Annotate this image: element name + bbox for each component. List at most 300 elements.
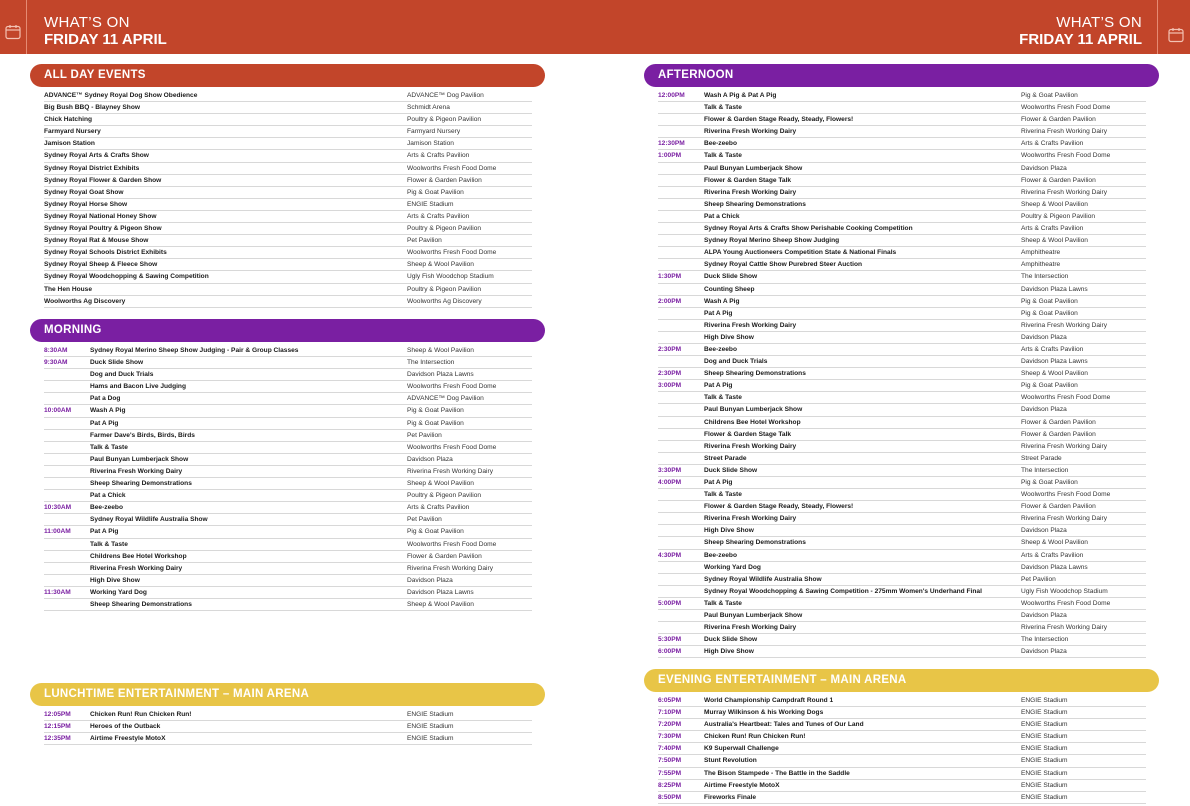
event-venue: The Intersection <box>1021 273 1069 281</box>
event-name: Sheep Shearing Demonstrations <box>90 600 192 608</box>
event-venue: Woolworths Ag Discovery <box>407 297 482 305</box>
event-name: Riverina Fresh Working Dairy <box>90 564 183 572</box>
event-name: Bee-zeebo <box>704 140 737 148</box>
schedule-row <box>44 418 532 430</box>
section-title: AFTERNOON <box>644 64 1159 87</box>
event-time: 2:00PM <box>658 297 682 305</box>
event-name: Paul Bunyan Lumberjack Show <box>704 406 803 414</box>
event-venue: Riverina Fresh Working Dairy <box>1021 321 1107 329</box>
event-name: Sydney Royal Flower & Garden Show <box>44 176 162 184</box>
header-left-divider <box>26 0 27 54</box>
event-venue: Poultry & Pigeon Pavilion <box>407 225 482 233</box>
event-name: Sheep Shearing Demonstrations <box>704 539 806 547</box>
schedule-row <box>44 454 532 466</box>
event-venue: Woolworths Fresh Food Dome <box>407 383 497 391</box>
event-time: 8:30AM <box>44 347 68 354</box>
event-time: 8:25PM <box>658 781 682 789</box>
event-venue: Pig & Goat Pavilion <box>407 419 464 427</box>
event-venue: Woolworths Fresh Food Dome <box>407 443 497 451</box>
event-name: Bee-zeebo <box>704 551 737 559</box>
event-venue: Woolworths Fresh Food Dome <box>1021 152 1111 160</box>
event-venue: ENGIE Stadium <box>1021 697 1068 704</box>
schedule-row <box>44 466 532 478</box>
event-name: Paul Bunyan Lumberjack Show <box>704 612 803 620</box>
schedule-row <box>44 223 532 235</box>
schedule-row <box>44 114 532 126</box>
event-name: Sheep Shearing Demonstrations <box>704 200 806 208</box>
schedule-row <box>44 442 532 454</box>
schedule-row <box>658 780 1146 792</box>
event-name: Woolworths Ag Discovery <box>44 297 126 305</box>
event-name: Sydney Royal Arts & Crafts Show <box>44 152 149 160</box>
event-venue: Sheep & Wool Pavilion <box>407 600 474 608</box>
event-name: Pat A Pig <box>704 382 733 390</box>
event-venue: Davidson Plaza Lawns <box>1021 563 1088 571</box>
event-name: Pat a Dog <box>90 395 121 403</box>
event-name: Big Bush BBQ - Blayney Show <box>44 104 140 112</box>
schedule-row <box>658 163 1146 175</box>
event-name: Sydney Royal Wildlife Australia Show <box>704 575 822 583</box>
event-venue: Sheep & Wool Pavilion <box>407 480 474 488</box>
schedule-row <box>658 114 1146 126</box>
event-name: Sheep Shearing Demonstrations <box>704 370 806 378</box>
event-time: 10:30AM <box>44 504 72 512</box>
event-name: Farmer Dave's Birds, Birds, Birds <box>90 431 195 439</box>
schedule-row <box>658 465 1146 477</box>
header-date: FRIDAY 11 APRIL <box>1019 31 1142 48</box>
schedule-row <box>44 163 532 175</box>
schedule-row <box>658 695 1146 707</box>
schedule-row <box>44 187 532 199</box>
schedule-row <box>44 526 532 538</box>
schedule-row <box>658 586 1146 598</box>
event-venue: Riverina Fresh Working Dairy <box>1021 515 1107 523</box>
event-name: Riverina Fresh Working Dairy <box>704 442 797 450</box>
event-venue: Flower & Garden Pavilion <box>1021 503 1096 511</box>
schedule-row <box>44 551 532 563</box>
event-name: Childrens Bee Hotel Workshop <box>90 552 187 560</box>
event-name: The Bison Stampede - The Battle in the Saddle <box>704 769 850 777</box>
schedule-row <box>658 574 1146 586</box>
event-venue: Arts & Crafts Pavilion <box>1021 140 1084 148</box>
event-name: Talk & Taste <box>704 152 742 160</box>
schedule-row <box>44 211 532 223</box>
schedule-row <box>658 102 1146 114</box>
event-venue: Arts & Crafts Pavilion <box>1021 551 1084 559</box>
event-venue: Flower & Garden Pavilion <box>1021 176 1096 184</box>
schedule-row <box>44 478 532 490</box>
event-venue: Pig & Goat Pavilion <box>1021 309 1078 317</box>
event-venue: Arts & Crafts Pavilion <box>1021 345 1084 353</box>
event-name: Wash A Pig <box>704 297 740 305</box>
schedule-row <box>44 393 532 405</box>
event-name: Talk & Taste <box>704 104 742 112</box>
event-name: Sydney Royal Woodchopping & Sawing Competition <box>44 273 209 281</box>
event-venue: ENGIE Stadium <box>1021 781 1068 789</box>
event-venue: ENGIE Stadium <box>1021 757 1068 765</box>
schedule-row <box>658 187 1146 199</box>
event-name: Chick Hatching <box>44 116 92 124</box>
schedule-row <box>658 646 1146 658</box>
event-time: 4:00PM <box>658 479 682 486</box>
header-left-title <box>44 14 167 48</box>
event-venue: Davidson Plaza <box>1021 406 1067 414</box>
event-venue: Woolworths Fresh Food Dome <box>407 249 497 257</box>
event-venue: Arts & Crafts Pavilion <box>407 152 470 160</box>
event-time: 3:00PM <box>658 382 682 390</box>
event-venue: Pig & Goat Pavilion <box>1021 92 1078 99</box>
event-venue: Woolworths Fresh Food Dome <box>1021 104 1111 112</box>
event-venue: Pet Pavilion <box>407 237 442 245</box>
section-title: MORNING <box>30 319 545 342</box>
event-venue: ENGIE Stadium <box>1021 733 1068 741</box>
event-name: Sydney Royal Goat Show <box>44 188 124 196</box>
event-venue: The Intersection <box>407 359 455 367</box>
event-venue: Schmidt Arena <box>407 104 450 112</box>
event-venue: Sheep & Wool Pavilion <box>1021 539 1088 547</box>
event-time: 7:50PM <box>658 757 682 765</box>
event-time: 7:30PM <box>658 733 682 741</box>
schedule-row <box>658 477 1146 489</box>
schedule-row <box>44 709 532 721</box>
schedule-row <box>44 369 532 381</box>
section-title: ALL DAY EVENTS <box>30 64 545 87</box>
event-name: The Hen House <box>44 285 92 293</box>
schedule-row <box>658 259 1146 271</box>
event-venue: Pig & Goat Pavilion <box>407 407 464 415</box>
event-venue: ENGIE Stadium <box>407 200 454 208</box>
schedule-row <box>658 453 1146 465</box>
schedule-row <box>44 575 532 587</box>
event-name: Sydney Royal Wildlife Australia Show <box>90 516 208 524</box>
event-name: K9 Superwall Challenge <box>704 745 779 753</box>
event-name: Sydney Royal Schools District Exhibits <box>44 249 167 257</box>
event-name: ALPA Young Auctioneers Competition State & National Finals <box>704 249 897 257</box>
event-time: 7:40PM <box>658 745 682 753</box>
event-venue: Flower & Garden Pavilion <box>1021 418 1096 426</box>
event-venue: Flower & Garden Pavilion <box>1021 116 1096 124</box>
schedule-row <box>658 223 1146 235</box>
event-name: Fireworks Finale <box>704 793 757 801</box>
event-time: 5:30PM <box>658 636 682 644</box>
event-name: Riverina Fresh Working Dairy <box>704 624 797 632</box>
schedule-row <box>658 622 1146 634</box>
header-right-title <box>1019 14 1142 48</box>
event-name: Flower & Garden Stage Talk <box>704 430 792 438</box>
event-venue: Jamison Station <box>407 140 454 148</box>
event-venue: Woolworths Fresh Food Dome <box>1021 599 1111 607</box>
event-name: Flower & Garden Stage Talk <box>704 176 792 184</box>
schedule-row <box>44 599 532 611</box>
calendar-icon <box>1168 27 1184 43</box>
schedule-row <box>658 368 1146 380</box>
event-name: Australia's Heartbeat: Tales and Tunes of Our Land <box>704 721 864 729</box>
section-evening <box>644 669 1159 804</box>
event-name: Jamison Station <box>44 140 95 148</box>
event-venue: Pig & Goat Pavilion <box>1021 297 1078 305</box>
schedule-row <box>658 550 1146 562</box>
event-time: 12:35PM <box>44 735 71 743</box>
event-venue: Poultry & Pigeon Pavilion <box>407 492 482 500</box>
event-venue: Riverina Fresh Working Dairy <box>1021 128 1107 136</box>
event-name: Wash A Pig <box>90 407 126 415</box>
event-time: 3:30PM <box>658 466 682 474</box>
event-venue: Riverina Fresh Working Dairy <box>1021 624 1107 632</box>
event-name: Sydney Royal Rat & Mouse Show <box>44 237 149 245</box>
event-name: Sheep Shearing Demonstrations <box>90 480 192 488</box>
schedule-row <box>44 296 532 308</box>
event-venue: Amphitheatre <box>1021 261 1061 269</box>
event-venue: Davidson Plaza <box>1021 648 1067 656</box>
schedule-row <box>44 430 532 442</box>
event-venue: Sheep & Wool Pavilion <box>1021 200 1088 208</box>
event-time: 6:05PM <box>658 697 682 704</box>
schedule-row <box>658 392 1146 404</box>
schedule-row <box>44 271 532 283</box>
event-venue: Woolworths Fresh Food Dome <box>1021 491 1111 499</box>
event-venue: Arts & Crafts Pavilion <box>407 504 470 512</box>
schedule-row <box>658 404 1146 416</box>
event-name: Sydney Royal Poultry & Pigeon Show <box>44 225 162 233</box>
schedule-row <box>658 731 1146 743</box>
event-name: Pat A Pig <box>704 309 733 317</box>
schedule-row <box>658 441 1146 453</box>
schedule-row <box>658 562 1146 574</box>
event-name: Pat A Pig <box>90 528 119 536</box>
schedule-row <box>44 721 532 733</box>
event-venue: Ugly Fish Woodchop Stadium <box>407 273 494 281</box>
section-morning <box>30 319 545 611</box>
event-time: 12:15PM <box>44 723 71 731</box>
event-name: Pat A Pig <box>90 419 119 427</box>
schedule-list <box>44 345 545 611</box>
schedule-row <box>658 380 1146 392</box>
event-name: Duck Slide Show <box>704 466 758 474</box>
event-venue: Davidson Plaza Lawns <box>1021 285 1088 293</box>
schedule-row <box>44 539 532 551</box>
event-name: Talk & Taste <box>90 540 128 548</box>
event-time: 8:50PM <box>658 793 682 801</box>
event-name: Riverina Fresh Working Dairy <box>704 515 797 523</box>
event-venue: Davidson Plaza <box>407 576 453 584</box>
event-name: Flower & Garden Stage Ready, Steady, Flowers! <box>704 116 854 124</box>
event-venue: Davidson Plaza Lawns <box>407 371 474 379</box>
event-venue: Riverina Fresh Working Dairy <box>1021 442 1107 450</box>
event-time: 4:30PM <box>658 551 682 559</box>
schedule-row <box>658 284 1146 296</box>
event-name: Talk & Taste <box>90 443 128 451</box>
event-venue: Davidson Plaza Lawns <box>1021 358 1088 366</box>
event-name: High Dive Show <box>704 527 754 535</box>
event-name: Childrens Bee Hotel Workshop <box>704 418 801 426</box>
schedule-row <box>658 296 1146 308</box>
event-name: Sydney Royal Woodchopping & Sawing Competition - 275mm Women's Underhand Final <box>704 587 982 595</box>
schedule-row <box>44 490 532 502</box>
event-name: Dog and Duck Trials <box>90 371 154 379</box>
schedule-row <box>658 344 1146 356</box>
schedule-row <box>44 563 532 575</box>
event-venue: ENGIE Stadium <box>407 723 454 731</box>
event-name: Chicken Run! Run Chicken Run! <box>704 733 806 741</box>
event-venue: Street Parade <box>1021 454 1062 462</box>
schedule-row <box>658 211 1146 223</box>
schedule-row <box>44 259 532 271</box>
event-venue: Poultry & Pigeon Pavilion <box>407 285 482 293</box>
schedule-row <box>658 792 1146 804</box>
event-name: Working Yard Dog <box>90 588 147 596</box>
event-venue: Riverina Fresh Working Dairy <box>407 467 493 475</box>
event-venue: The Intersection <box>1021 466 1069 474</box>
event-name: Talk & Taste <box>704 599 742 607</box>
event-venue: Woolworths Fresh Food Dome <box>407 540 497 548</box>
schedule-row <box>658 138 1146 150</box>
schedule-row <box>658 489 1146 501</box>
schedule-row <box>658 308 1146 320</box>
event-venue: ENGIE Stadium <box>407 735 454 743</box>
event-name: Chicken Run! Run Chicken Run! <box>90 711 192 718</box>
event-time: 5:00PM <box>658 599 682 607</box>
event-venue: ADVANCE™ Dog Pavilion <box>407 92 484 99</box>
schedule-row <box>658 150 1146 162</box>
event-venue: ENGIE Stadium <box>1021 709 1068 717</box>
schedule-row <box>658 235 1146 247</box>
event-name: High Dive Show <box>704 648 754 656</box>
schedule-list <box>44 709 545 745</box>
event-name: Counting Sheep <box>704 285 755 293</box>
event-time: 12:30PM <box>658 140 685 148</box>
schedule-row <box>658 199 1146 211</box>
event-venue: Riverina Fresh Working Dairy <box>407 564 493 572</box>
event-time: 6:00PM <box>658 648 682 656</box>
event-name: Duck Slide Show <box>704 273 758 281</box>
event-venue: Pig & Goat Pavilion <box>407 528 464 536</box>
event-time: 10:00AM <box>44 407 72 415</box>
schedule-row <box>658 175 1146 187</box>
event-venue: Davidson Plaza <box>1021 333 1067 341</box>
schedule-row <box>44 502 532 514</box>
event-time: 7:20PM <box>658 721 682 729</box>
schedule-row <box>658 743 1146 755</box>
event-venue: Flower & Garden Pavilion <box>407 176 482 184</box>
event-venue: ENGIE Stadium <box>1021 721 1068 729</box>
event-name: World Championship Campdraft Round 1 <box>704 697 834 704</box>
schedule-row <box>44 514 532 526</box>
event-venue: Woolworths Fresh Food Dome <box>407 164 497 172</box>
event-venue: Flower & Garden Pavilion <box>407 552 482 560</box>
event-name: Duck Slide Show <box>704 636 758 644</box>
schedule-row <box>658 271 1146 283</box>
schedule-row <box>658 356 1146 368</box>
event-name: Stunt Revolution <box>704 757 757 765</box>
schedule-row <box>44 150 532 162</box>
event-venue: Pet Pavilion <box>407 431 442 439</box>
schedule-row <box>44 733 532 745</box>
event-venue: Arts & Crafts Pavilion <box>1021 225 1084 233</box>
event-name: Farmyard Nursery <box>44 128 101 136</box>
event-venue: Davidson Plaza <box>1021 612 1067 620</box>
event-name: Sydney Royal District Exhibits <box>44 164 140 172</box>
event-time: 7:10PM <box>658 709 682 717</box>
event-name: Murray Wilkinson & his Working Dogs <box>704 709 824 717</box>
event-name: Riverina Fresh Working Dairy <box>704 128 797 136</box>
event-name: Talk & Taste <box>704 394 742 402</box>
schedule-row <box>658 247 1146 259</box>
section-title: LUNCHTIME ENTERTAINMENT – MAIN ARENA <box>30 683 545 706</box>
event-name: Riverina Fresh Working Dairy <box>704 188 797 196</box>
event-name: High Dive Show <box>704 333 754 341</box>
schedule-row <box>44 90 532 102</box>
event-name: Pat a Chick <box>704 212 740 220</box>
event-name: Sydney Royal Merino Sheep Show Judging <box>704 237 840 245</box>
event-name: Working Yard Dog <box>704 563 761 571</box>
calendar-icon <box>5 24 21 40</box>
schedule-row <box>44 138 532 150</box>
schedule-row <box>658 707 1146 719</box>
schedule-row <box>658 320 1146 332</box>
schedule-row <box>658 768 1146 780</box>
schedule-row <box>44 175 532 187</box>
event-venue: Pet Pavilion <box>407 516 442 524</box>
event-venue: ENGIE Stadium <box>1021 769 1068 777</box>
event-time: 9:30AM <box>44 359 68 367</box>
event-name: Airtime Freestyle MotoX <box>704 781 780 789</box>
event-venue: Pet Pavilion <box>1021 575 1056 583</box>
schedule-row <box>44 247 532 259</box>
schedule-row <box>658 126 1146 138</box>
event-time: 2:30PM <box>658 345 682 353</box>
event-venue: Davidson Plaza <box>1021 527 1067 535</box>
schedule-row <box>658 501 1146 513</box>
event-venue: Sheep & Wool Pavilion <box>407 261 474 269</box>
event-venue: Farmyard Nursery <box>407 128 461 136</box>
schedule-row <box>44 357 532 369</box>
event-name: Wash A Pig & Pat A Pig <box>704 92 777 99</box>
event-venue: The Intersection <box>1021 636 1069 644</box>
event-name: High Dive Show <box>90 576 140 584</box>
event-name: Riverina Fresh Working Dairy <box>90 467 183 475</box>
section-lunchtime <box>30 683 545 745</box>
event-venue: Davidson Plaza <box>407 455 453 463</box>
event-venue: Riverina Fresh Working Dairy <box>1021 188 1107 196</box>
schedule-list <box>658 90 1159 658</box>
event-venue: Woolworths Fresh Food Dome <box>1021 394 1111 402</box>
event-name: Bee-zeebo <box>704 345 737 353</box>
schedule-list <box>658 695 1159 804</box>
event-name: Bee-zeebo <box>90 504 123 512</box>
schedule-row <box>658 537 1146 549</box>
event-time: 11:30AM <box>44 588 71 596</box>
event-venue: Pig & Goat Pavilion <box>407 188 464 196</box>
event-venue: Poultry & Pigeon Pavilion <box>1021 212 1096 220</box>
schedule-row <box>658 332 1146 344</box>
event-venue: ADVANCE™ Dog Pavilion <box>407 395 484 403</box>
schedule-row <box>658 513 1146 525</box>
event-name: Sydney Royal Merino Sheep Show Judging - Pair & Group Classes <box>90 347 299 354</box>
event-venue: Sheep & Wool Pavilion <box>1021 237 1088 245</box>
event-name: Pat A Pig <box>704 479 733 486</box>
section-title: EVENING ENTERTAINMENT – MAIN ARENA <box>644 669 1159 692</box>
event-time: 1:30PM <box>658 273 682 281</box>
event-venue: Ugly Fish Woodchop Stadium <box>1021 587 1108 595</box>
event-venue: Pig & Goat Pavilion <box>1021 479 1078 486</box>
event-name: Dog and Duck Trials <box>704 358 768 366</box>
schedule-row <box>658 90 1146 102</box>
header-right-divider <box>1157 0 1158 54</box>
event-time: 12:05PM <box>44 711 71 718</box>
event-name: Flower & Garden Stage Ready, Steady, Flowers! <box>704 503 854 511</box>
event-venue: Davidson Plaza Lawns <box>407 588 474 596</box>
section-all-day <box>30 64 545 308</box>
